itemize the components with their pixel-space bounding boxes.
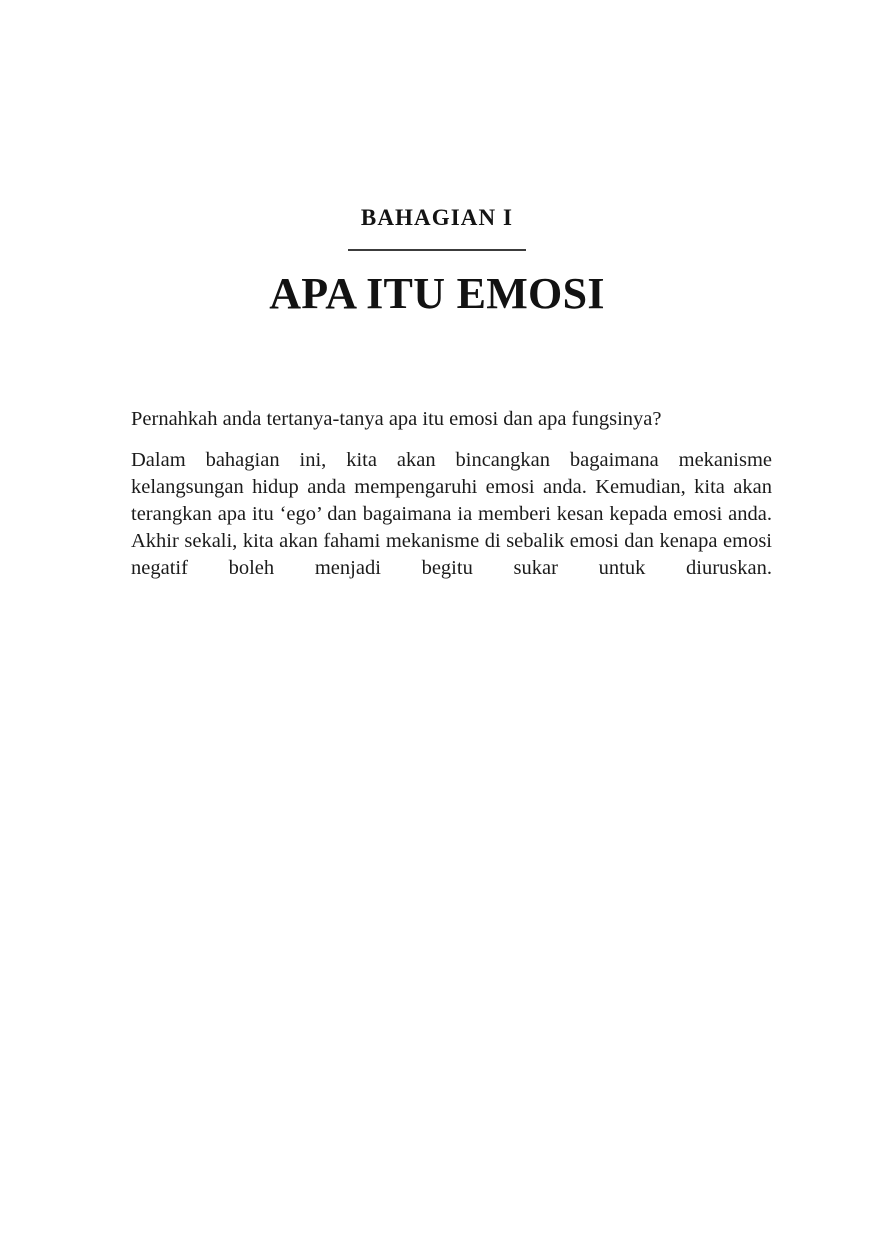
horizontal-rule-divider <box>348 249 526 251</box>
body-paragraph-overview: Dalam bahagian ini, kita akan bincangkan bagaimana mekanisme kelangsungan hidup anda mempengaruhi emosi anda. Kemudian, kita akan terangkan apa itu ‘ego’ dan bagaimana ia memberi kesan kepada emosi anda. Akhir sekali, kita akan fahami mekanisme di sebalik emosi dan kenapa emosi negatif boleh menjadi begitu sukar untuk diuruskan. <box>131 449 772 579</box>
divider-wrapper <box>0 249 874 252</box>
page-title: APA ITU EMOSI <box>269 268 605 318</box>
part-heading-block <box>0 204 874 319</box>
body-paragraph-lead: Pernahkah anda tertanya-tanya apa itu emosi dan apa fungsinya? <box>131 408 662 430</box>
part-number-label: BAHAGIAN I <box>360 205 514 230</box>
body-text-block <box>131 406 772 609</box>
